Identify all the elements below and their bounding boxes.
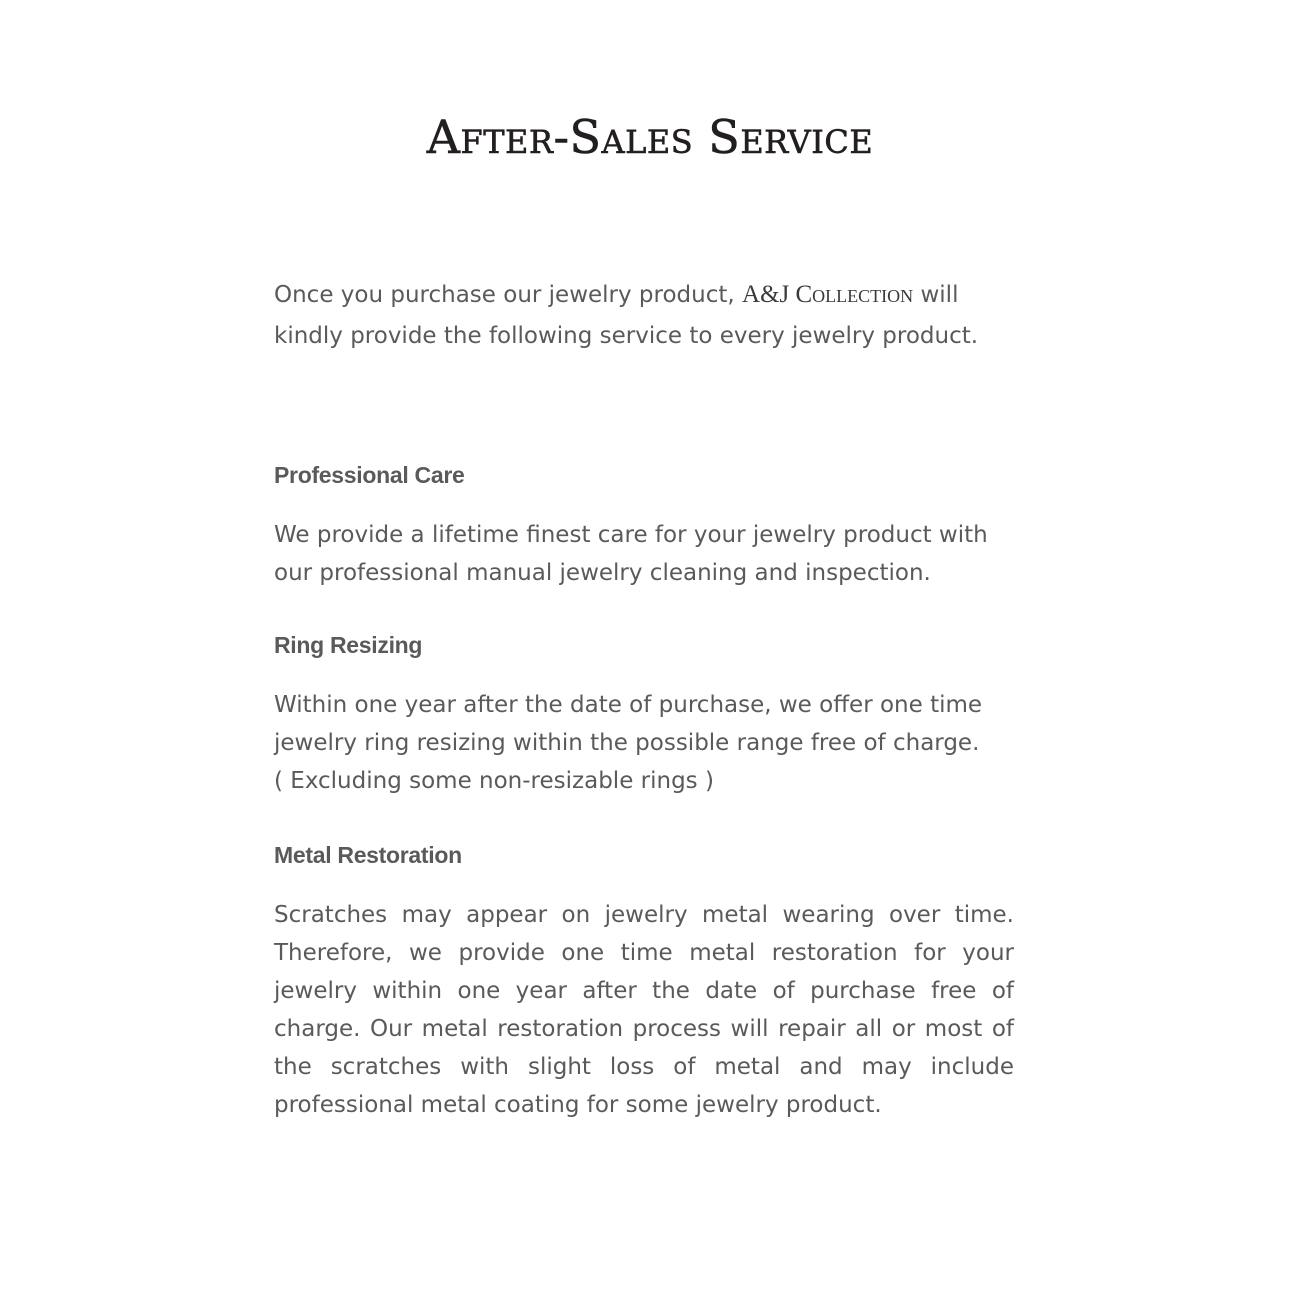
content-area <box>274 274 1026 1118</box>
section-heading-ring-resizing: Ring Resizing <box>274 632 423 658</box>
section-heading-metal-restoration: Metal Restoration <box>274 842 462 868</box>
intro-text-end: will kindly provide the following service to every jewelry product. <box>274 282 979 349</box>
section-body-professional-care: We provide a lifetime finest care for your jewelry product with our professional manual jewelry cleaning and inspection. <box>274 522 988 586</box>
page-title: After-Sales Service <box>426 110 874 164</box>
brand-name: A&J Collection <box>742 281 914 308</box>
section-body-ring-resizing: Within one year after the date of purchase, we offer one time jewelry ring resizing within the possible range free of charge. ( Excluding some non-resizable rings ) <box>274 692 983 794</box>
section-body-metal-restoration: Scratches may appear on jewelry metal wearing over time. Therefore, we provide one time metal restoration for your jewelry within one year after the date of purchase free of charge. Our metal restoration process will repair all or most of the scratches with slight loss of metal and may include professional metal coating for some jewelry product. <box>274 902 1014 1118</box>
intro-text-start: Once you purchase our jewelry product, <box>274 282 743 308</box>
intro-paragraph <box>274 274 1026 357</box>
section-heading-professional-care: Professional Care <box>274 462 465 488</box>
